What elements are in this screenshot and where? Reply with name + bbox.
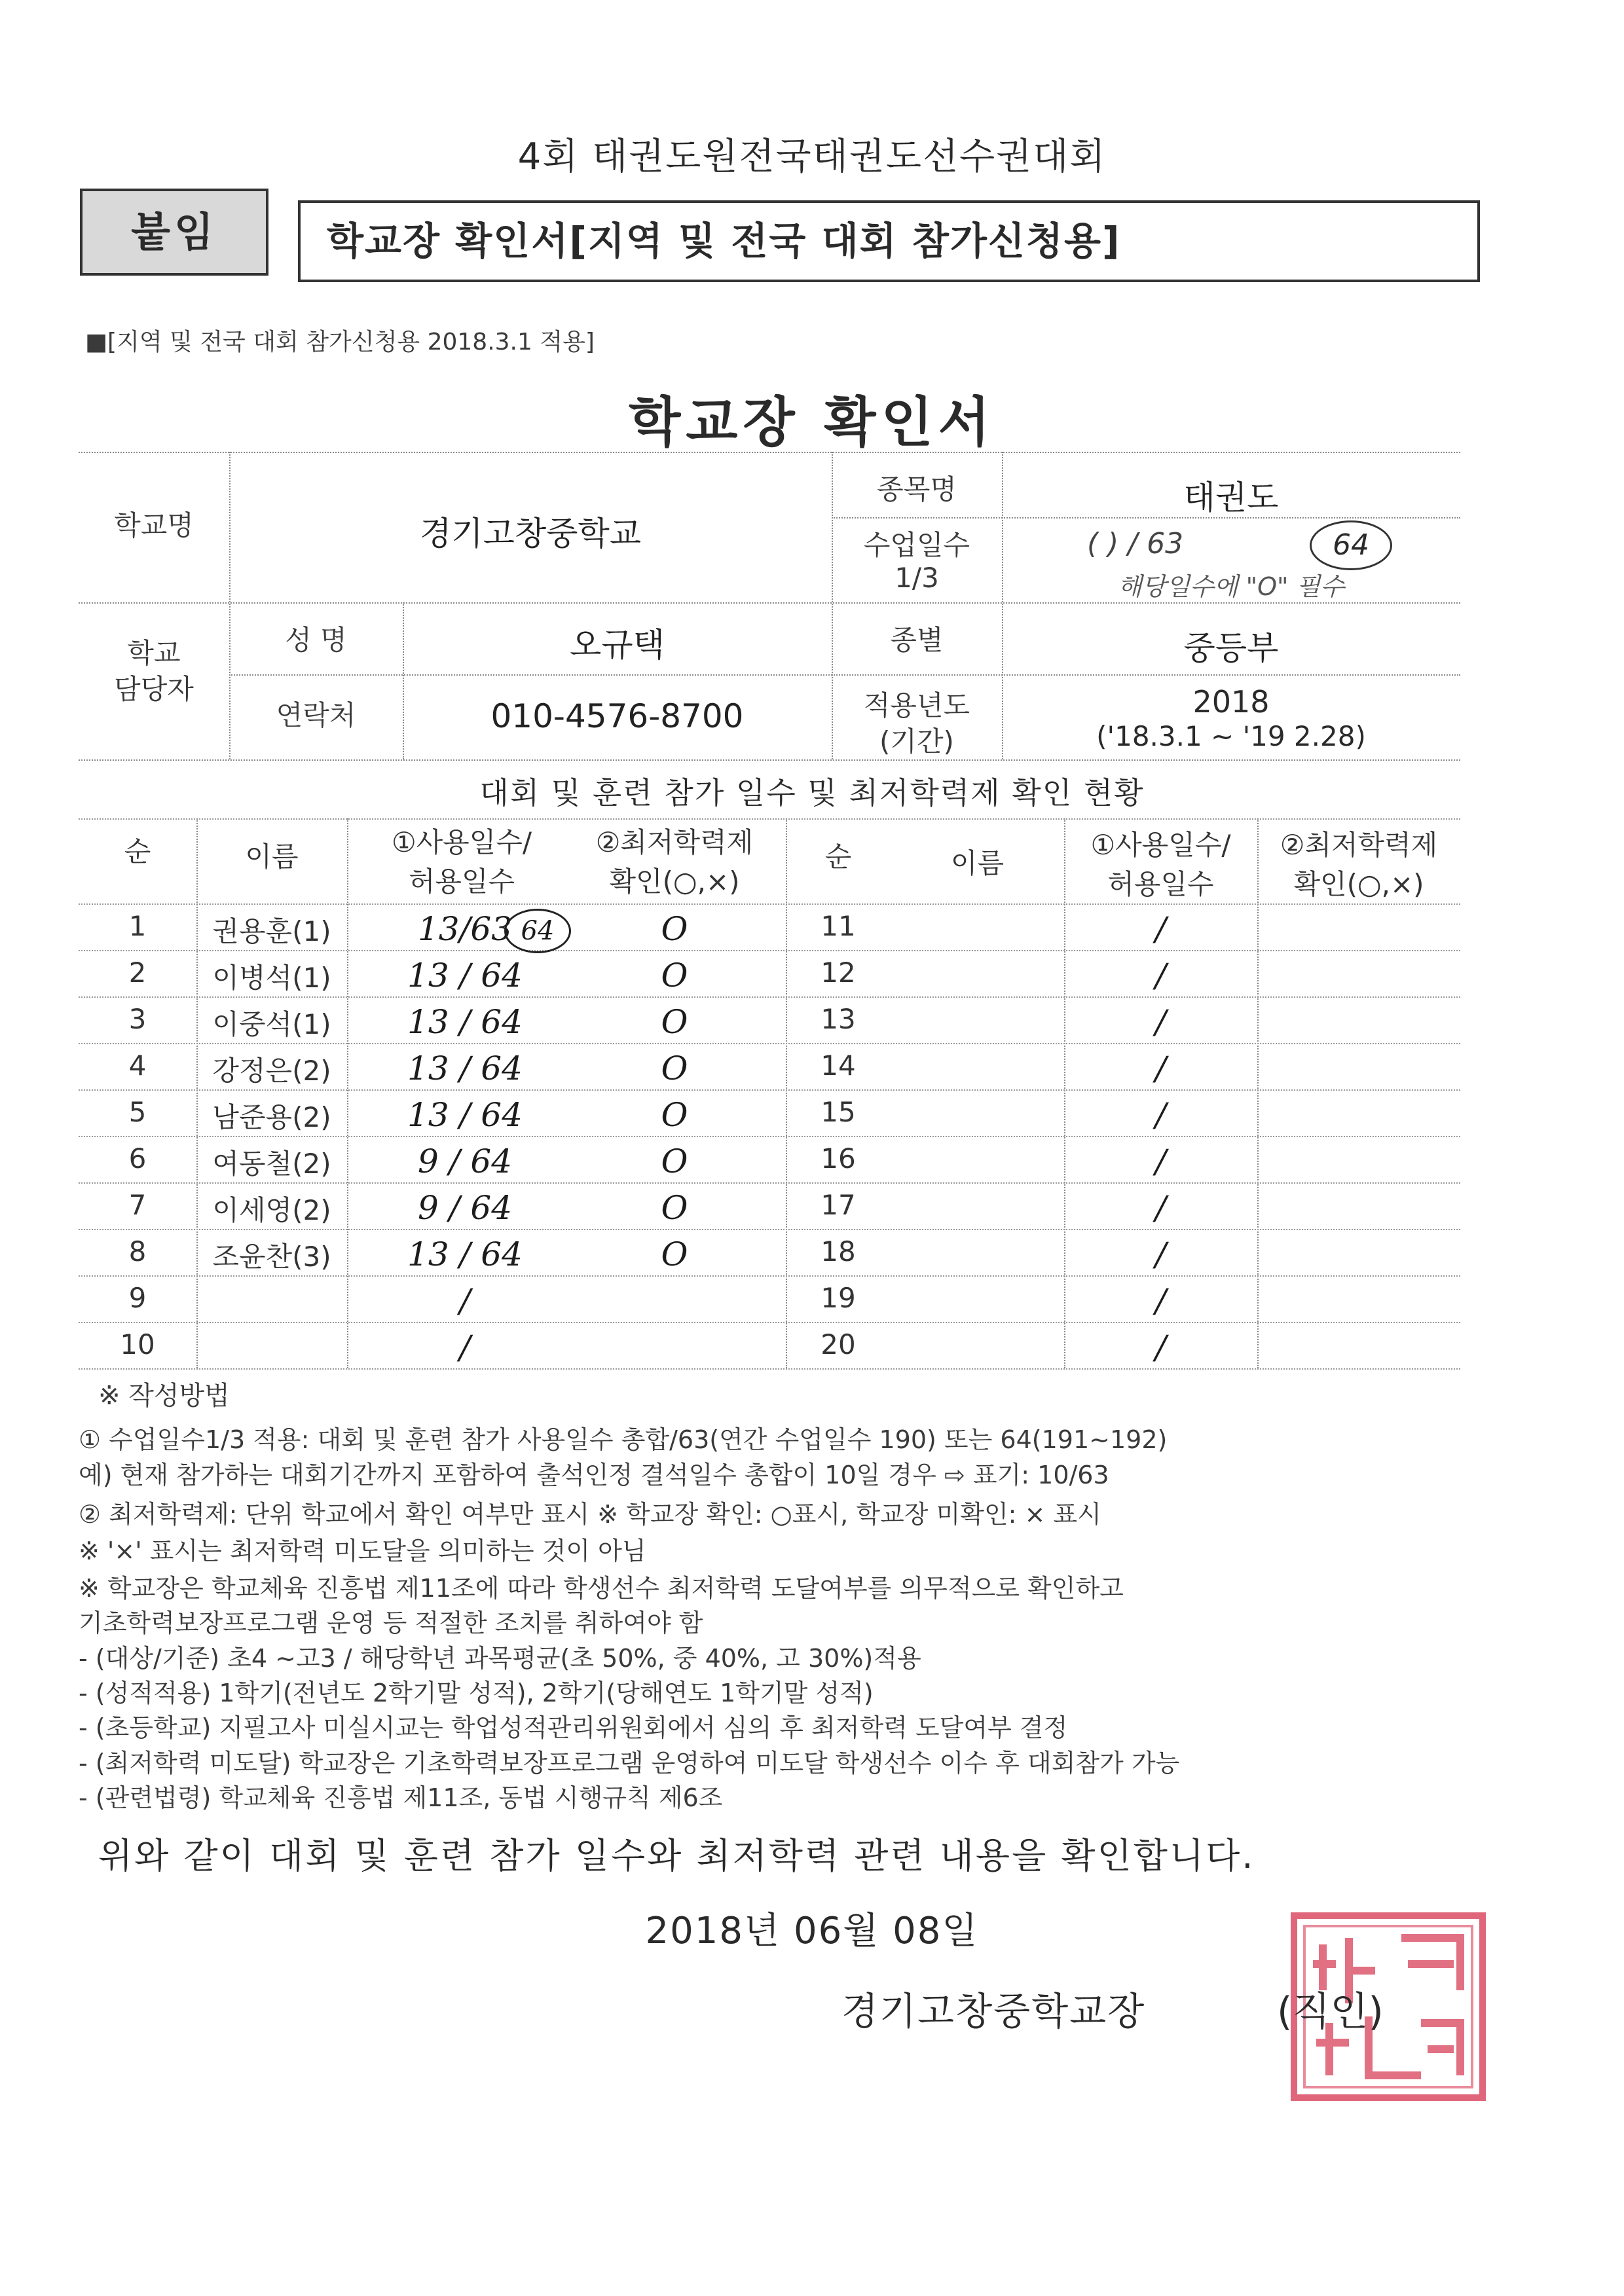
division-label: 종별 [890, 624, 944, 656]
header-check-2-1: ②최저학력제 [1280, 829, 1438, 861]
table-cell-no: 3 [128, 1003, 147, 1035]
table-cell-days: 13 / 64 [407, 1235, 523, 1273]
table-cell-days2: / [1155, 1189, 1166, 1227]
table-cell-no: 7 [128, 1189, 147, 1221]
table-cell-days: 13 / 64 [407, 1049, 523, 1087]
table-cell-check: O [661, 1142, 688, 1180]
competition-title: 4회 태권도원전국태권도선수권대회 [517, 136, 1107, 178]
table-cell-check: O [661, 1235, 688, 1273]
table-cell-no: 8 [128, 1235, 147, 1267]
row-divider [79, 1322, 1460, 1323]
header-no-2: 순 [824, 841, 852, 873]
table-cell-no2: 14 [821, 1049, 856, 1082]
table-cell-no2: 17 [821, 1189, 856, 1221]
table-cell-days2: / [1155, 1096, 1166, 1134]
table-cell-name: 이병석(1) [212, 962, 331, 994]
table-cell-no2: 13 [821, 1003, 856, 1035]
note-line: - (관련법령) 학교체육 진흥법 제11조, 동법 시행규칙 제6조 [79, 1783, 723, 1812]
table-cell-days: 9 / 64 [417, 1142, 513, 1180]
header-days-2-2: 허용일수 [1107, 868, 1214, 900]
table-cell-days2: / [1155, 910, 1166, 948]
table-cell-name: 이세영(2) [212, 1194, 331, 1226]
contact-phone: 010-4576-8700 [490, 697, 744, 735]
division-value: 중등부 [1183, 629, 1279, 667]
row-divider [79, 1275, 1460, 1277]
table-cell-no2: 19 [821, 1282, 856, 1314]
header-check-2-2: 확인(○,×) [1293, 868, 1424, 900]
name-label: 성 명 [285, 624, 347, 656]
table-cell-no2: 12 [821, 957, 856, 989]
header-name: 이름 [245, 841, 299, 873]
year-label-2: (기간) [879, 725, 954, 757]
note-line: ① 수업일수1/3 적용: 대회 및 훈련 참가 사용일수 총합/63(연간 수업일수 190) 또는 64(191~192) [79, 1425, 1168, 1454]
row-divider [79, 1182, 1460, 1184]
table-cell-no: 6 [128, 1142, 147, 1175]
table-cell-days2: / [1155, 957, 1166, 994]
note-line: ② 최저학력제: 단위 학교에서 확인 여부만 표시 ※ 학교장 확인: ○표시, 학교장 미확인: × 표시 [79, 1500, 1101, 1529]
contact-label-1: 학교 [127, 637, 181, 669]
header-days-1: ①사용일수/ [391, 826, 532, 858]
table-cell-name: 권용훈(1) [212, 915, 331, 947]
school-days-label-2: 1/3 [895, 562, 939, 594]
seal-text: (직인) [1277, 1989, 1384, 2035]
phone-label: 연락처 [276, 699, 356, 731]
year-period: ('18.3.1 ~ '19 2.28) [1096, 720, 1366, 752]
year-value: 2018 [1192, 684, 1270, 720]
row-divider [79, 950, 1460, 951]
form-note: ■[지역 및 전국 대회 참가신청용 2018.3.1 적용] [85, 329, 595, 355]
event-value: 태권도 [1183, 479, 1279, 517]
table-cell-no: 1 [128, 910, 147, 942]
table-cell-no: 9 [128, 1282, 147, 1314]
table-cell-name: 남준용(2) [212, 1101, 331, 1133]
header-days-2: 허용일수 [408, 866, 515, 898]
row-divider [79, 1368, 1460, 1370]
section-title: 대회 및 훈련 참가 일수 및 최저학력제 확인 현황 [479, 775, 1145, 811]
table-cell-days2: / [1155, 1049, 1166, 1087]
table-cell-days: 13 / 64 [407, 957, 523, 994]
table-cell-name: 여동철(2) [212, 1148, 331, 1180]
table-cell-no2: 16 [821, 1142, 856, 1175]
header-check-2: 확인(○,×) [609, 866, 740, 898]
note-line: 기초학력보장프로그램 운영 등 적절한 조치를 취하여야 함 [79, 1609, 703, 1637]
table-cell-check: O [661, 1096, 688, 1134]
table-cell-no: 4 [128, 1049, 147, 1082]
table-cell-check: O [661, 1189, 688, 1227]
table-cell-days: / [459, 1282, 471, 1320]
school-days-value: ( ) / 63 [1087, 527, 1184, 560]
circled-allowed-days: 64 [504, 909, 571, 953]
school-days-label-1: 수업일수 [863, 529, 970, 561]
contact-label-2: 담당자 [114, 673, 194, 705]
header-title-box: 학교장 확인서[지역 및 전국 대회 참가신청용] [298, 200, 1480, 282]
document-title: 학교장 확인서 [629, 392, 995, 454]
event-label: 종목명 [877, 473, 957, 505]
row-divider [79, 1229, 1460, 1230]
row-divider [79, 1136, 1460, 1137]
note-line: ※ 학교장은 학교체육 진흥법 제11조에 따라 학생선수 최저학력 도달여부를 의무적으로 확인하고 [79, 1574, 1124, 1603]
issue-date: 2018년 06월 08일 [645, 1910, 979, 1952]
table-cell-no: 10 [120, 1328, 155, 1360]
row-divider [79, 1043, 1460, 1044]
table-cell-days2: / [1155, 1328, 1166, 1366]
table-cell-no2: 20 [821, 1328, 856, 1360]
table-cell-check: O [661, 957, 688, 994]
contact-name: 오규택 [570, 626, 665, 664]
confirmation-statement: 위와 같이 대회 및 훈련 참가 일수와 최저학력 관련 내용을 확인합니다. [98, 1835, 1255, 1876]
note-line: 예) 현재 참가하는 대회기간까지 포함하여 출석인정 결석일수 총합이 10일 경우 ⇨ 표기: 10/63 [79, 1461, 1109, 1489]
table-cell-days: 13/63 [417, 910, 513, 948]
school-days-note: 해당일수에 "O" 필수 [1118, 572, 1344, 601]
table-cell-days2: / [1155, 1003, 1166, 1041]
header-days-2-1: ①사용일수/ [1090, 829, 1231, 861]
note-line: - (초등학교) 지필고사 미실시교는 학업성적관리위원회에서 심의 후 최저학력 도달여부 결정 [79, 1713, 1068, 1742]
table-cell-check: O [661, 1003, 688, 1041]
notes-title: ※ 작성방법 [98, 1381, 230, 1411]
table-cell-check: O [661, 910, 688, 948]
principal-title: 경기고창중학교장 [841, 1989, 1146, 2033]
header-check-1: ②최저학력제 [595, 826, 754, 858]
row-divider [79, 1089, 1460, 1091]
table-cell-days: 9 / 64 [417, 1189, 513, 1227]
table-cell-no2: 18 [821, 1235, 856, 1267]
school-days-circled: 64 [1310, 520, 1392, 570]
table-cell-days2: / [1155, 1142, 1166, 1180]
table-cell-no: 5 [128, 1096, 147, 1128]
note-line: - (성적적용) 1학기(전년도 2학기말 성적), 2학기(당해연도 1학기말 성적) [79, 1679, 874, 1707]
table-cell-days: 13 / 64 [407, 1003, 523, 1041]
table-cell-name: 이중석(1) [212, 1008, 331, 1040]
table-cell-days: 13 / 64 [407, 1096, 523, 1134]
table-cell-no2: 11 [821, 910, 856, 942]
header-no: 순 [124, 835, 151, 867]
note-line: - (최저학력 미도달) 학교장은 기초학력보장프로그램 운영하여 미도달 학생선수 이수 후 대회참가 가능 [79, 1749, 1180, 1777]
table-cell-no: 2 [128, 957, 147, 989]
note-line: - (대상/기준) 초4 ~고3 / 해당학년 과목평균(초 50%, 중 40%, 고 30%)적용 [79, 1644, 921, 1673]
table-cell-days2: / [1155, 1235, 1166, 1273]
table-cell-check: O [661, 1049, 688, 1087]
table-cell-no2: 15 [821, 1096, 856, 1128]
school-name-label: 학교명 [114, 509, 194, 541]
attachment-label: 붙임 [80, 189, 268, 276]
table-cell-days: / [459, 1328, 471, 1366]
note-line: ※ '×' 표시는 최저학력 미도달을 의미하는 것이 아님 [79, 1537, 646, 1565]
year-label-1: 적용년도 [863, 689, 970, 721]
row-divider [79, 996, 1460, 998]
header-name-2: 이름 [950, 847, 1005, 879]
table-cell-days2: / [1155, 1282, 1166, 1320]
table-cell-name: 강정은(2) [212, 1055, 331, 1087]
school-name: 경기고창중학교 [419, 515, 642, 553]
table-cell-name: 조윤찬(3) [212, 1241, 331, 1273]
